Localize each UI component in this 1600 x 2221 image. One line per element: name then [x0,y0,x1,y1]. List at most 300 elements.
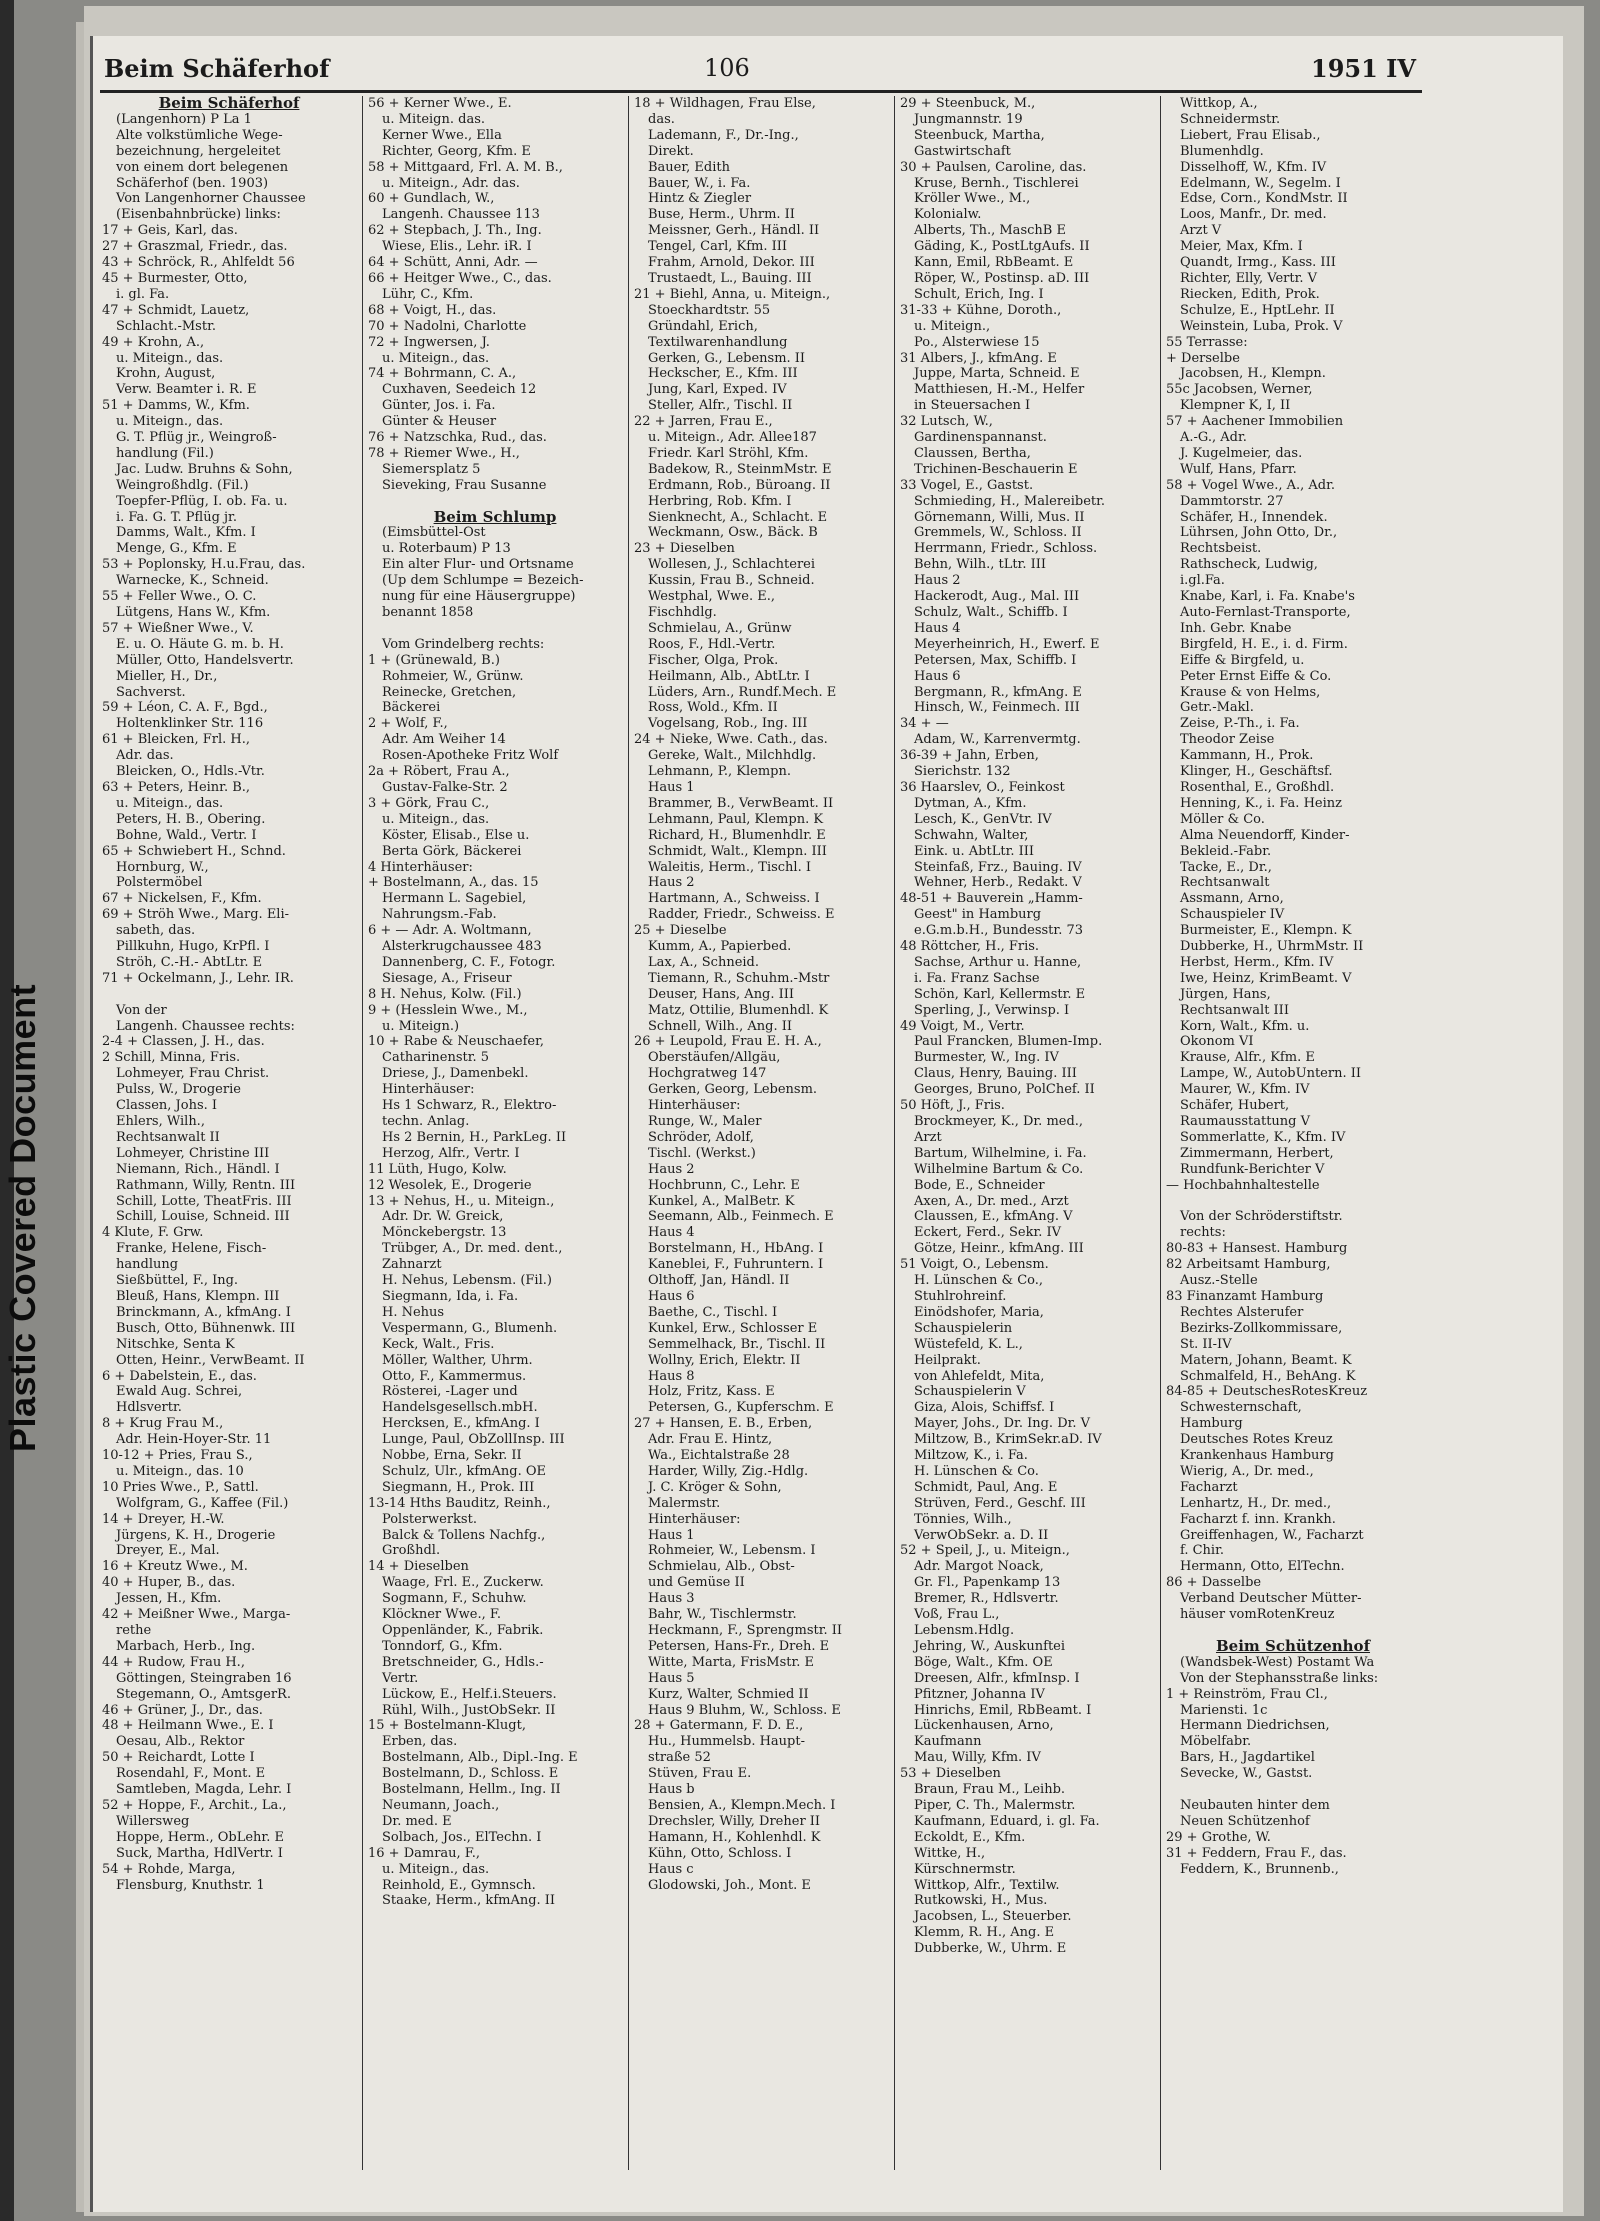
directory-line: J. Kugelmeier, das. [1180,445,1303,461]
directory-line: Rechtes Alsterufer [1180,1304,1304,1320]
header-year: 1951 IV [1311,54,1416,83]
directory-line: Kann, Emil, RbBeamt. E [914,255,1074,271]
directory-line: Möbelfabr. [1180,1734,1252,1750]
directory-line: Niemann, Rich., Händl. I [116,1161,280,1177]
directory-line: Adr. Margot Noack, [914,1559,1044,1575]
directory-line: Bostelmann, Hellm., Ing. II [382,1782,561,1798]
directory-line: häuser vomRotenKreuz [1180,1607,1335,1623]
directory-line: Klöckner Wwe., F. [382,1607,501,1623]
directory-line: Sießbüttel, F., Ing. [116,1273,239,1289]
directory-line: Piper, C. Th., Malermstr. [914,1797,1076,1813]
directory-line: Bensien, A., Klempn.Mech. I [648,1797,836,1813]
directory-line: Rosenthal, E., Großhdl. [1180,779,1335,795]
directory-line: Mariensti. 1c [1180,1702,1268,1718]
directory-line: Weinstein, Luba, Prok. V [1180,318,1343,334]
directory-line: 76 + Natzschka, Rud., das. [368,430,547,446]
directory-line: u. Miteign., [914,318,991,334]
directory-line: Braun, Frau M., Leihb. [914,1782,1066,1798]
directory-line: Getr.-Makl. [1180,700,1254,716]
directory-line: Erben, das. [382,1734,458,1750]
column-3 [630,96,892,2170]
directory-line: Sevecke, W., Gastst. [1180,1766,1313,1782]
directory-line: Warnecke, K., Schneid. [116,573,269,589]
directory-line: 30 + Paulsen, Caroline, das. [900,159,1087,175]
directory-line: Schmielau, A., Grünw [648,620,792,636]
directory-line: Wüstefeld, K. L., [914,1336,1023,1352]
directory-line: Petersen, Hans-Fr., Dreh. E [648,1638,830,1654]
directory-line: Ausz.-Stelle [1180,1273,1258,1289]
directory-line: Adam, W., Karrenvermtg. [914,732,1081,748]
directory-line: Busch, Otto, Bühnenwk. III [116,1320,296,1336]
directory-line: 46 + Grüner, J., Dr., das. [102,1702,263,1718]
directory-line: Wittke, H., [914,1845,986,1861]
directory-line: Knabe, Karl, i. Fa. Knabe's [1180,589,1355,605]
page-header [100,40,1422,93]
directory-line [368,494,622,510]
directory-line: Suck, Martha, HdlVertr. I [116,1845,283,1861]
directory-line: Staake, Herm., kfmAng. II [382,1893,556,1909]
directory-line: Tonndorf, G., Kfm. [382,1638,503,1654]
directory-line: u. Miteign., das. 10 [116,1463,244,1479]
directory-line: 34 + — [900,716,949,732]
directory-line: Zeise, P.-Th., i. Fa. [1180,716,1300,732]
directory-line: Bohne, Wald., Vertr. I [116,827,257,843]
directory-line: Hs 1 Schwarz, R., Elektro- [382,1098,557,1114]
directory-line: Brinckmann, A., kfmAng. I [116,1304,291,1320]
directory-line: 9 + (Hesslein Wwe., M., [368,1002,528,1018]
column-rule [1160,96,1161,2170]
directory-line: Balck & Tollens Nachfg., [382,1527,546,1543]
directory-line: Flensburg, Knuthstr. 1 [116,1877,265,1893]
directory-line: Jacobsen, H., Klempn. [1180,366,1326,382]
directory-line: Liebert, Frau Elisab., [1180,127,1321,143]
directory-line: Lehmann, P., Klempn. [648,764,792,780]
directory-line: Gründahl, Erich, [648,318,758,334]
directory-line: Gereke, Walt., Milchhdlg. [648,748,817,764]
directory-line: Richter, Elly, Vertr. V [1180,270,1318,286]
directory-line: H. Nehus, Lebensm. (Fil.) [382,1273,552,1289]
directory-line: Rundfunk-Berichter V [1180,1161,1325,1177]
directory-line: Polstermöbel [116,875,203,891]
directory-line: 56 + Kerner Wwe., E. [368,96,512,111]
directory-line [1166,1194,1420,1210]
directory-line: Siesage, A., Friseur [382,970,512,986]
directory-line: Bars, H., Jagdartikel [1180,1750,1315,1766]
directory-line: 60 + Gundlach, W., [368,191,495,207]
directory-line: Heilprakt. [914,1352,981,1368]
directory-line: Jessen, H., Kfm. [116,1591,222,1607]
directory-line: 31-33 + Kühne, Doroth., [900,302,1062,318]
directory-line: Röper, W., Postinsp. aD. III [914,270,1090,286]
directory-line: Edelmann, W., Segelm. I [1180,175,1341,191]
directory-line: Siegmann, Ida, i. Fa. [382,1288,519,1304]
directory-line: Claus, Henry, Bauing. III [914,1066,1077,1082]
directory-line: Samtleben, Magda, Lehr. I [116,1782,292,1798]
directory-line: Schmieding, H., Malereibetr. [914,493,1106,509]
directory-line: Bauer, Edith [648,159,730,175]
directory-line: Behn, Wilh., tLtr. III [914,557,1047,573]
directory-line: Steinfaß, Frz., Bauing. IV [914,859,1082,875]
directory-line: Sperling, J., Verwinsp. I [914,1002,1070,1018]
directory-line: Baethe, C., Tischl. I [648,1304,778,1320]
directory-line: 70 + Nadolni, Charlotte [368,318,527,334]
directory-line: Siemersplatz 5 [382,461,481,477]
directory-line: Axen, A., Dr. med., Arzt [914,1193,1069,1209]
directory-line: 82 Arbeitsamt Hamburg, [1166,1257,1331,1273]
directory-line: Kunkel, A., MalBetr. K [648,1193,795,1209]
directory-line: Verband Deutscher Mütter- [1180,1591,1362,1607]
directory-line: 31 Albers, J., kfmAng. E [900,350,1057,366]
column-5 [1162,96,1424,2170]
directory-line: Haus 5 [648,1670,695,1686]
directory-line: Bleicken, O., Hdls.-Vtr. [116,764,265,780]
directory-line: Hu., Hummelsb. Haupt- [648,1734,805,1750]
directory-line: Frahm, Arnold, Dekor. III [648,255,815,271]
directory-line: 13-14 Hths Bauditz, Reinh., [368,1495,551,1511]
directory-line: 36-39 + Jahn, Erben, [900,748,1039,764]
side-label: Plastic Covered Document [2,983,43,1452]
directory-line: 6 + Dabelstein, E., das. [102,1368,257,1384]
directory-line: Hamann, H., Kohlenhdl. K [648,1829,821,1845]
directory-line: Glodowski, Joh., Mont. E [648,1877,811,1893]
directory-line: 26 + Leupold, Frau E. H. A., [634,1034,822,1050]
directory-line: Ehlers, Wilh., [116,1114,205,1129]
directory-line: Großhdl. [382,1543,441,1559]
directory-line: Henning, K., i. Fa. Heinz [1180,795,1342,811]
directory-line: Wa., Eichtalstraße 28 [648,1448,790,1464]
directory-line: 29 + Grothe, W. [1166,1829,1271,1845]
directory-line: Stegemann, O., AmtsgerR. [116,1686,291,1702]
directory-line: Trichinen-Beschauerin E [914,461,1078,477]
directory-line: Fischhdlg. [648,605,717,620]
directory-line: 16 + Damrau, F., [368,1845,481,1861]
directory-line: 57 + Aachener Immobilien [1166,414,1344,430]
directory-line: Fischer, Olga, Prok. [648,652,779,668]
directory-line: Trustaedt, L., Bauing. III [648,270,812,286]
directory-line: 80-83 + Hansest. Hamburg [1166,1241,1348,1257]
directory-line: Rechtsanwalt II [116,1129,220,1145]
directory-line: 32 Lutsch, W., [900,414,993,430]
directory-line: Haus 6 [648,1288,695,1304]
directory-line: Wilhelmine Bartum & Co. [914,1161,1084,1177]
directory-line: handlung [116,1257,179,1273]
directory-line: G. T. Pflüg jr., Weingroß- [116,430,277,446]
directory-line: Petersen, G., Kupferschm. E [648,1400,834,1416]
directory-line: Jürgen, Hans, [1180,986,1271,1002]
directory-line: Otto, F., Kammermus. [382,1368,527,1384]
column-rule [628,96,629,2170]
directory-line: Wulf, Hans, Pfarr. [1180,461,1297,477]
directory-line: Tönnies, Wilh., [914,1511,1012,1527]
directory-line: 27 + Hansen, E. B., Erben, [634,1416,813,1432]
directory-line: 63 + Peters, Heinr. B., [102,779,251,795]
directory-line: — Hochbahnhaltestelle [1166,1177,1320,1193]
directory-line: i.gl.Fa. [1180,573,1225,589]
directory-line: 57 + Wießner Wwe., V. [102,620,254,636]
directory-line: Bezirks-Zollkommissare, [1180,1320,1343,1336]
directory-line: VerwObSekr. a. D. II [914,1527,1049,1543]
directory-line: Voß, Frau L., [914,1607,1000,1623]
directory-line: Hartmann, A., Schweiss. I [648,891,820,907]
directory-line: Lax, A., Schneid. [648,954,760,970]
directory-line: Klinger, H., Geschäftsf. [1180,764,1333,780]
directory-line: 53 + Poplonsky, H.u.Frau, das. [102,557,306,573]
directory-line: Berta Görk, Bäckerei [382,843,522,859]
directory-line: 64 + Schütt, Anni, Adr. — [368,255,538,271]
directory-line: Bäckerei [382,700,441,716]
directory-line: 36 Haarslev, O., Feinkost [900,779,1065,795]
directory-line: Hermann, Otto, ElTechn. [1180,1559,1345,1575]
directory-line: Schneidermstr. [1180,111,1281,127]
directory-line: Lebensm.Hdlg. [914,1623,1015,1638]
directory-line: 55c Jacobsen, Werner, [1166,382,1313,398]
directory-line: H. Nehus [382,1304,445,1320]
column-2 [364,96,626,2170]
directory-line: Haus 6 [914,668,961,684]
directory-line: 48 Röttcher, H., Fris. [900,939,1040,955]
directory-line: Lühr, C., Kfm. [382,286,474,302]
directory-line: Stüven, Frau E. [648,1766,752,1782]
directory-line: Eckoldt, E., Kfm. [914,1829,1026,1845]
directory-line: Schult, Erich, Ing. I [914,286,1044,302]
directory-line: Runge, W., Maler [648,1114,762,1129]
directory-line: Willersweg [116,1813,190,1829]
directory-line: Matz, Ottilie, Blumenhdl. K [648,1002,829,1018]
directory-line: Keck, Walt., Fris. [382,1336,495,1352]
directory-line: Lohmeyer, Christine III [116,1145,270,1161]
directory-line: Steller, Alfr., Tischl. II [648,398,793,414]
directory-line: Adr. Am Weiher 14 [382,732,506,748]
directory-line: Langenh. Chaussee rechts: [116,1018,295,1034]
directory-line: 44 + Rudow, Frau H., [102,1654,245,1670]
directory-line: Drechsler, Willy, Dreher II [648,1813,821,1829]
directory-line: Iwe, Heinz, KrimBeamt. V [1180,970,1352,986]
directory-line: Langenh. Chaussee 113 [382,207,540,223]
directory-line: Sienknecht, A., Schlacht. E [648,509,828,525]
directory-line: Von der Schröderstiftstr. [1180,1209,1343,1225]
directory-line: H. Lünschen & Co., [914,1273,1044,1289]
directory-line: Haus 4 [914,620,961,636]
directory-line: i. gl. Fa. [116,286,170,302]
directory-line: bezeichnung, hergeleitet [116,143,281,159]
directory-line: Oesau, Alb., Rektor [116,1734,245,1750]
directory-line: Rechtsbeist. [1180,541,1262,557]
directory-line: Reinecke, Gretchen, [382,684,517,700]
directory-line: Richter, Georg, Kfm. E [382,143,531,159]
directory-line: Kruse, Bernh., Tischlerei [914,175,1079,191]
directory-line: Bostelmann, Alb., Dipl.-Ing. E [382,1750,578,1766]
directory-line: 62 + Stepbach, J. Th., Ing. [368,223,542,239]
directory-line: Schill, Lotte, TheatFris. III [116,1193,292,1209]
directory-line: Rosendahl, F., Mont. E [116,1766,266,1782]
directory-line: Oppenländer, K., Fabrik. [382,1623,544,1638]
directory-line: Schäfer, H., Innendek. [1180,509,1328,525]
directory-line: 14 + Dieselben [368,1559,469,1575]
directory-line: Kammann, H., Prok. [1180,748,1314,764]
directory-line: Rohmeier, W., Grünw. [382,668,524,684]
directory-line: Matthiesen, H.-M., Helfer [914,382,1085,398]
directory-line: 14 + Dreyer, H.-W. [102,1511,225,1527]
directory-line: Richard, H., Blumenhdlr. E [648,827,826,843]
directory-line: Adr. Hein-Hoyer-Str. 11 [116,1432,272,1448]
directory-line: Haus 1 [648,779,695,795]
directory-line: Hoppe, Herm., ObLehr. E [116,1829,284,1845]
directory-line: Rathmann, Willy, Rentn. III [116,1177,296,1193]
directory-line: Matern, Johann, Beamt. K [1180,1352,1352,1368]
directory-line: i. Fa. G. T. Pflüg jr. [116,509,237,525]
directory-line: Kühn, Otto, Schloss. I [648,1845,792,1861]
directory-line: Cuxhaven, Seedeich 12 [382,382,537,398]
directory-line: Haus 4 [648,1225,695,1241]
directory-line: Schmidt, Walt., Klempn. III [648,843,827,859]
directory-line: 52 + Speil, J., u. Miteign., [900,1543,1070,1559]
directory-line: 31 + Feddern, Frau F., das. [1166,1845,1347,1861]
directory-line: Radder, Friedr., Schweiss. E [648,907,835,923]
directory-line: u. Miteign., das. [116,350,224,366]
directory-line: Burmester, W., Ing. IV [914,1050,1059,1066]
directory-line: Erdmann, Rob., Büroang. II [648,477,831,493]
directory-line: Haus c [648,1861,694,1877]
directory-line: Siegmann, H., Prok. III [382,1479,535,1495]
directory-line: Schulz, Walt., Schiffb. I [914,605,1068,620]
directory-line: Kröller Wwe., M., [914,191,1031,207]
directory-line: Dammtorstr. 27 [1180,493,1284,509]
directory-line: Brockmeyer, K., Dr. med., [914,1114,1084,1129]
directory-line: Schön, Karl, Kellermstr. E [914,986,1086,1002]
directory-line: Wehner, Herb., Redakt. V [914,875,1082,891]
directory-line: Tacke, E., Dr., [1180,859,1272,875]
directory-line: Burmeister, E., Klempn. K [1180,923,1352,939]
directory-line: Westphal, Wwe. E., [648,589,775,605]
directory-line: Neuen Schützenhof [1180,1813,1310,1829]
directory-line: Hinterhäuser: [382,1082,475,1098]
directory-line: Gr. Fl., Papenkamp 13 [914,1575,1061,1591]
directory-line: Strüven, Ferd., Geschf. III [914,1495,1086,1511]
directory-line: Vertr. [382,1670,419,1686]
directory-line: 3 + Görk, Frau C., [368,795,490,811]
directory-line: 67 + Nickelsen, F., Kfm. [102,891,262,907]
directory-line: Müller, Otto, Handelsvertr. [116,652,294,668]
directory-line: 83 Finanzamt Hamburg [1166,1288,1324,1304]
directory-line: f. Chir. [1180,1543,1225,1559]
directory-line: Haus 2 [648,875,695,891]
directory-line: Lehmann, Paul, Klempn. K [648,811,824,827]
directory-line: Nitschke, Senta K [116,1336,235,1352]
directory-line: Disselhoff, W., Kfm. IV [1180,159,1327,175]
directory-line: Schmalfeld, H., BehAng. K [1180,1368,1356,1384]
directory-line: Classen, Johs. I [116,1098,218,1114]
directory-line: Paul Francken, Blumen-Imp. [914,1034,1103,1050]
column-rule [362,96,363,2170]
directory-line: Rohmeier, W., Lebensm. I [648,1543,816,1559]
directory-line: 58 + Vogel Wwe., A., Adr. [1166,477,1336,493]
directory-line: Nobbe, Erna, Sekr. II [382,1448,522,1464]
directory-line: Bostelmann, D., Schloss. E [382,1766,559,1782]
directory-line: A.-G., Adr. [1180,430,1247,446]
directory-line: Rutkowski, H., Mus. [914,1893,1048,1909]
directory-line: Neubauten hinter dem [1180,1797,1330,1813]
directory-line [368,621,622,637]
directory-line: Feddern, K., Brunnenb., [1180,1861,1339,1877]
directory-line: Einödshofer, Maria, [914,1304,1044,1320]
directory-line: 61 + Bleicken, Frl. H., [102,732,251,748]
directory-line: e.G.m.b.H., Bundesstr. 73 [914,923,1083,939]
directory-line [102,987,356,1003]
directory-line: Jacobsen, L., Steuerber. [914,1909,1072,1925]
directory-line: Kaufmann [914,1734,982,1750]
directory-line: 13 + Nehus, H., u. Miteign., [368,1193,555,1209]
directory-line: 10 + Rabe & Neuschaefer, [368,1034,545,1050]
directory-line: Bretschneider, G., Hdls.- [382,1654,544,1670]
directory-line: Toepfer-Pflüg, I. ob. Fa. u. [116,493,288,509]
directory-line: Verw. Beamter i. R. E [116,382,257,398]
directory-line: Bremer, R., Hdlsvertr. [914,1591,1059,1607]
directory-line: 11 Lüth, Hugo, Kolw. [368,1161,507,1177]
directory-line: Sachverst. [116,684,186,700]
directory-line: Kaufmann, Eduard, i. gl. Fa. [914,1813,1100,1829]
directory-line: Haus 3 [648,1591,695,1607]
directory-line: Beim Schützenhof [1215,1638,1371,1655]
directory-line: u. Miteign., das. [116,795,224,811]
directory-line: Lesch, K., GenVtr. IV [914,811,1052,827]
directory-line: Jungmannstr. 19 [914,111,1023,127]
directory-line: Arzt [914,1129,942,1145]
directory-line: Sommerlatte, K., Kfm. IV [1180,1129,1346,1145]
directory-line: 66 + Heitger Wwe., C., das. [368,270,552,286]
directory-line: 10 Pries Wwe., P., Sattl. [102,1479,259,1495]
directory-line: Friedr. Karl Ströhl, Kfm. [648,445,809,461]
directory-line: J. C. Kröger & Sohn, [648,1479,782,1495]
directory-line: Sierichstr. 132 [914,764,1011,780]
directory-line: Oberstäufen/Allgäu, [648,1050,781,1066]
directory-line: Kumm, A., Papierbed. [648,939,792,955]
directory-line: 58 + Mittgaard, Frl. A. M. B., [368,159,563,175]
directory-line: Hermann L. Sagebiel, [382,891,527,907]
directory-line: (Langenhorn) P La 1 [116,111,252,127]
directory-line: Kurz, Walter, Schmied II [648,1686,809,1702]
directory-line: Peter Ernst Eiffe & Co. [1180,668,1332,684]
directory-line: Birgfeld, H. E., i. d. Firm. [1180,636,1348,652]
directory-line: Meissner, Gerh., Händl. II [648,223,820,239]
directory-line: Arzt V [1180,223,1222,239]
directory-line: Kolonialw. [914,207,982,223]
directory-line: Bahr, W., Tischlermstr. [648,1607,797,1623]
directory-line: Lenhartz, H., Dr. med., [1180,1495,1332,1511]
directory-line: Bekleid.-Fabr. [1180,843,1272,859]
directory-line: Holtenklinker Str. 116 [116,716,264,732]
directory-line: Menge, G., Kfm. E [116,541,237,557]
directory-line: 55 Terrasse: [1166,334,1248,350]
directory-line: Mau, Willy, Kfm. IV [914,1750,1041,1766]
directory-line: Gustav-Falke-Str. 2 [382,779,508,795]
directory-line: u. Miteign.) [382,1018,460,1034]
directory-line: das. [648,111,675,127]
directory-line: 8 + Krug Frau M., [102,1416,224,1432]
directory-line: Harder, Willy, Zig.-Hdlg. [648,1463,809,1479]
directory-line: 50 + Reichardt, Lotte I [102,1750,255,1766]
directory-line: von Ahlefeldt, Mita, [914,1368,1045,1384]
directory-line: Rechtsanwalt [1180,875,1270,891]
directory-line: Wollny, Erich, Elektr. II [648,1352,801,1368]
directory-line: Dytman, A., Kfm. [914,795,1027,811]
directory-line: 50 Höft, J., Fris. [900,1098,1005,1114]
directory-line: u. Miteign., Adr. Allee187 [648,430,817,446]
directory-line: Meier, Max, Kfm. I [1180,239,1303,255]
directory-line: Badekow, R., SteinmMstr. E [648,461,832,477]
directory-line: Brammer, B., VerwBeamt. II [648,795,834,811]
directory-line: Schauspieler IV [1180,907,1285,923]
directory-line: Schauspielerin V [914,1384,1026,1400]
